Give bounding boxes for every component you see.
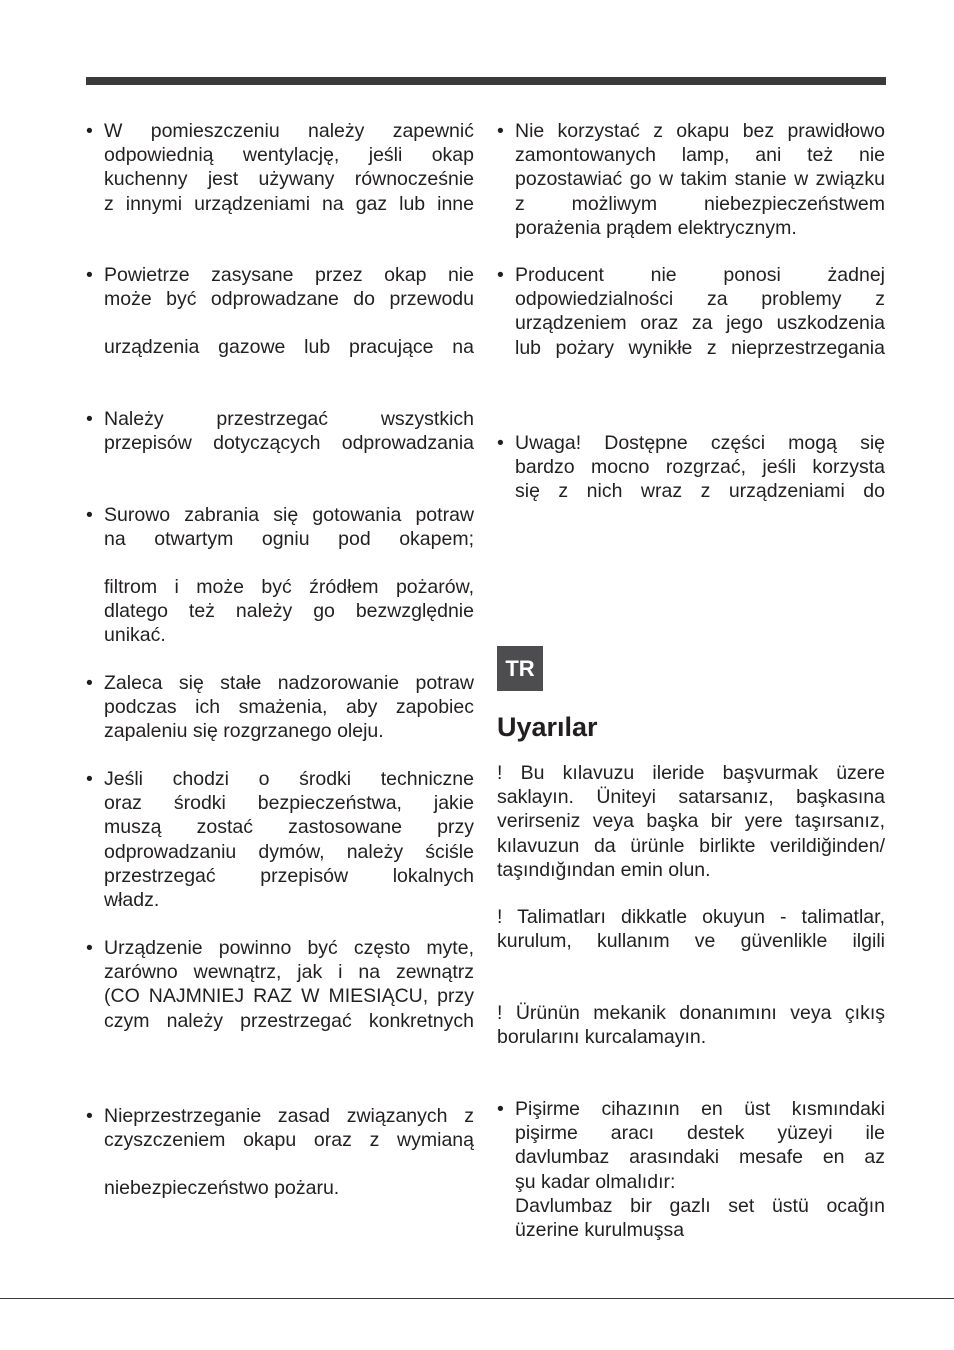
text-line: dlatego też należy go bezwzględnie bbox=[104, 600, 474, 623]
text-line: verirseniz veya başka bir yere taşırsanız, bbox=[497, 810, 885, 833]
text-line: unikać. bbox=[104, 624, 166, 647]
list-item bbox=[86, 767, 474, 912]
text-line: Producent nie ponosi żadnej bbox=[515, 264, 885, 286]
text-line: czyszczeniem okapu oraz z wymianą bbox=[104, 1129, 474, 1152]
text-line: ! Ürünün mekanik donanımını veya çıkış bbox=[497, 1002, 885, 1024]
text-line: oraz środki bezpieczeństwa, jakie bbox=[104, 792, 474, 815]
paragraph bbox=[497, 761, 885, 882]
text-line: Należy przestrzegać wszystkich bbox=[104, 408, 474, 430]
text-line: Pişirme cihazının en üst kısmındaki bbox=[515, 1098, 885, 1120]
text-line: ! Bu kılavuzu ileride başvurmak üzere bbox=[497, 762, 885, 784]
text-line: Davlumbaz bir gazlı set üstü ocağın bbox=[515, 1194, 885, 1217]
text-line: niebezpieczeństwo pożaru. bbox=[104, 1177, 340, 1199]
text-line: porażenia prądem elektrycznym. bbox=[515, 216, 797, 239]
list-item bbox=[86, 1104, 474, 1152]
text-line: czym należy przestrzegać konkretnych bbox=[104, 1009, 474, 1032]
text-line: władz. bbox=[104, 889, 160, 912]
text-line: odprowadzaniu dymów, należy ściśle bbox=[104, 840, 474, 863]
text-line: şu kadar olmalıdır: bbox=[515, 1170, 676, 1193]
list-item bbox=[86, 407, 474, 455]
text-line: Nieprzestrzeganie zasad związanych z bbox=[104, 1105, 474, 1127]
bullet: • bbox=[86, 768, 93, 790]
text-line: podczas ich smażenia, aby zapobiec bbox=[104, 696, 474, 719]
text-line: się z nich wraz z urządzeniami do bbox=[515, 480, 885, 503]
text-line: W pomieszczeniu należy zapewnić bbox=[104, 120, 474, 142]
text-line: z możliwym niebezpieczeństwem bbox=[515, 192, 885, 215]
list-item bbox=[497, 1097, 885, 1242]
paragraph bbox=[497, 905, 885, 953]
text-line: na otwartym ogniu pod okapem; bbox=[104, 528, 474, 551]
list-item bbox=[497, 263, 885, 360]
list-item bbox=[86, 503, 474, 551]
text-line: Surowo zabrania się gotowania potraw bbox=[104, 504, 474, 526]
text-line: urządzeniem oraz za jego uszkodzenia bbox=[515, 312, 885, 335]
bullet: • bbox=[86, 937, 93, 959]
list-item bbox=[497, 119, 885, 240]
text-line: davlumbaz arasındaki mesafe en az bbox=[515, 1146, 885, 1169]
bullet: • bbox=[497, 1098, 504, 1120]
text-line: filtrom i może być źródłem pożarów, bbox=[104, 576, 474, 598]
list-item-continuation bbox=[104, 335, 474, 359]
text-line: Urządzenie powinno być często myte, bbox=[104, 937, 474, 959]
list-item bbox=[86, 263, 474, 311]
bullet: • bbox=[86, 1105, 93, 1127]
text-line: pişirme aracı destek yüzeyi ile bbox=[515, 1122, 885, 1145]
text-line: pozostawiać go w takim stanie w związku bbox=[515, 168, 885, 191]
list-item bbox=[86, 936, 474, 1033]
text-line: z innymi urządzeniami na gaz lub inne bbox=[104, 192, 474, 215]
text-line: kuchenny jest używany równocześnie bbox=[104, 168, 474, 191]
text-line: kılavuzun da ürünle birlikte verildiğinden/ bbox=[497, 834, 885, 857]
text-line: może być odprowadzane do przewodu bbox=[104, 288, 474, 311]
bullet: • bbox=[86, 504, 93, 526]
text-line: zamontowanych lamp, ani też nie bbox=[515, 144, 885, 167]
text-line: ! Talimatları dikkatle okuyun - talimatlar, bbox=[497, 906, 885, 928]
text-line: zapaleniu się rozgrzanego oleju. bbox=[104, 720, 384, 743]
language-badge: TR bbox=[497, 646, 543, 691]
bullet: • bbox=[86, 120, 93, 142]
text-line: Zaleca się stałe nadzorowanie potraw bbox=[104, 672, 474, 694]
text-line: przepisów dotyczących odprowadzania bbox=[104, 432, 474, 455]
bullet: • bbox=[86, 408, 93, 430]
paragraph bbox=[497, 1001, 885, 1049]
list-item-continuation bbox=[104, 1176, 474, 1200]
text-line: odpowiedzialności za problemy z bbox=[515, 288, 885, 311]
bullet: • bbox=[497, 264, 504, 286]
header-rule bbox=[86, 77, 886, 85]
bullet: • bbox=[497, 120, 504, 142]
list-item bbox=[497, 431, 885, 504]
text-line: muszą zostać zastosowane przy bbox=[104, 816, 474, 839]
list-item-continuation bbox=[104, 575, 474, 648]
text-line: Uwaga! Dostępne części mogą się bbox=[515, 432, 885, 454]
text-line: saklayın. Üniteyi satarsanız, başkasına bbox=[497, 786, 885, 809]
text-line: taşındığından emin olun. bbox=[497, 858, 711, 881]
text-line: przestrzegać przepisów lokalnych bbox=[104, 864, 474, 887]
text-line: urządzenia gazowe lub pracujące na bbox=[104, 336, 474, 358]
section-heading: Uyarılar bbox=[497, 712, 598, 742]
list-item bbox=[86, 671, 474, 744]
text-line: Nie korzystać z okapu bez prawidłowo bbox=[515, 120, 885, 142]
text-line: (CO NAJMNIEJ RAZ W MIESIĄCU, przy bbox=[104, 985, 474, 1008]
list-item bbox=[86, 119, 474, 216]
text-line: bardzo mocno rozgrzać, jeśli korzysta bbox=[515, 456, 885, 479]
footer-rule bbox=[0, 1298, 954, 1299]
text-line: zarówno wewnątrz, jak i na zewnątrz bbox=[104, 961, 474, 984]
text-line: borularını kurcalamayın. bbox=[497, 1026, 707, 1049]
bullet: • bbox=[86, 672, 93, 694]
bullet: • bbox=[86, 264, 93, 286]
text-line: kurulum, kullanım ve güvenlikle ilgili bbox=[497, 930, 885, 953]
text-line: üzerine kurulmuşsa bbox=[515, 1219, 685, 1242]
text-line: Powietrze zasysane przez okap nie bbox=[104, 264, 474, 286]
text-line: odpowiednią wentylację, jeśli okap bbox=[104, 144, 474, 167]
bullet: • bbox=[497, 432, 504, 454]
text-line: Jeśli chodzi o środki techniczne bbox=[104, 768, 474, 790]
text-line: lub pożary wynikłe z nieprzestrzegania bbox=[515, 336, 885, 359]
